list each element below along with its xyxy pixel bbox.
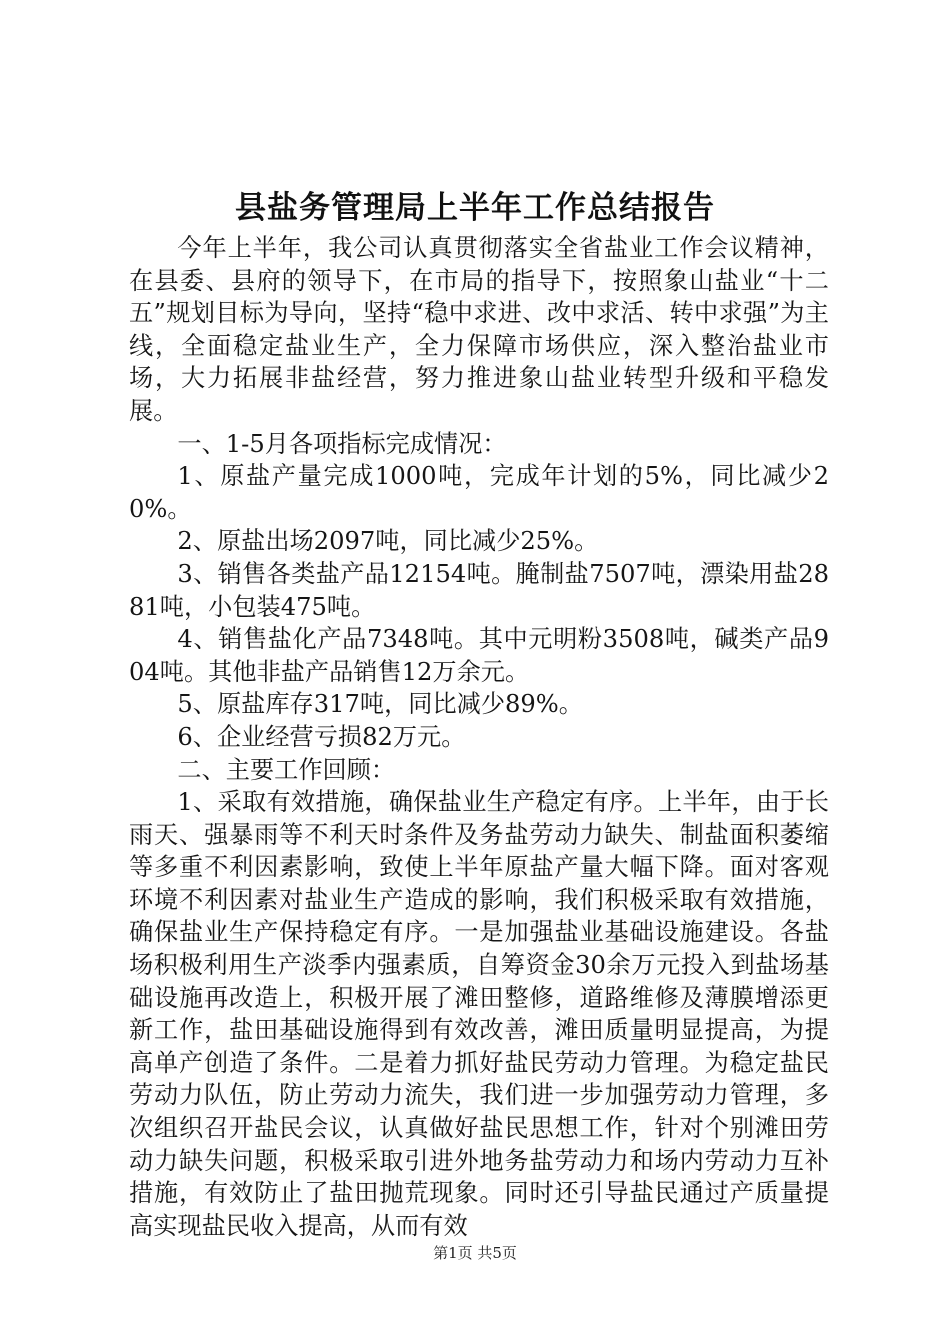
- document-body: [129, 232, 829, 1242]
- indicator-item-4: 4、销售盐化产品7348吨。其中元明粉3508吨，碱类产品904吨。其他非盐产品销售12万余元。: [129, 625, 829, 686]
- indicator-item-1: 1、原盐产量完成1000吨，完成年计划的5%，同比减少20%。: [129, 462, 829, 523]
- indicator-item-3: 3、销售各类盐产品12154吨。腌制盐7507吨，漂染用盐2881吨，小包装475吨。: [129, 559, 829, 621]
- indicator-item-5: 5、原盐库存317吨，同比减少89%。: [177, 690, 583, 719]
- intro-paragraph: 今年上半年，我公司认真贯彻落实全省盐业工作会议精神，在县委、县府的领导下，在市局的指导下，按照象山盐业“十二五”规划目标为导向，坚持“稳中求进、改中求活、转中求强”为主线，全面稳定盐业生产，全力保障市场供应，深入整治盐业市场，大力拓展非盐经营，努力推进象山盐业转型升级和平稳发展。: [129, 234, 829, 425]
- document-title: 县盐务管理局上半年工作总结报告: [235, 190, 715, 226]
- review-paragraph-1: 1、采取有效措施，确保盐业生产稳定有序。上半年，由于长雨天、强暴雨等不利天时条件及务盐劳动力缺失、制盐面积萎缩等多重不利因素影响，致使上半年原盐产量大幅下降。面对客观环境不利因素对盐业生产造成的影响，我们积极采取有效措施，确保盐业生产保持稳定有序。一是加强盐业基础设施建设。各盐场积极利用生产淡季内强素质，自筹资金30余万元投入到盐场基础设施再改造上，积极开展了滩田整修，道路维修及薄膜增添更新工作，盐田基础设施得到有效改善，滩田质量明显提高，为提高单产创造了条件。二是着力抓好盐民劳动力管理。为稳定盐民劳动力队伍，防止劳动力流失，我们进一步加强劳动力管理，多次组织召开盐民会议，认真做好盐民思想工作，针对个别滩田劳动力缺失问题，积极采取引进外地务盐劳动力和场内劳动力互补措施，有效防止了盐田抛荒现象。同时还引导盐民通过产质量提高实现盐民收入提高，从而有效: [129, 788, 829, 1240]
- indicator-item-6: 6、企业经营亏损82万元。: [177, 722, 466, 751]
- section-heading-review: 二、主要工作回顾：: [177, 755, 396, 784]
- section-heading-indicators: 一、1-5月各项指标完成情况：: [177, 429, 507, 458]
- page-number: 第1页 共5页: [433, 1244, 517, 1262]
- indicator-item-2: 2、原盐出场2097吨，同比减少25%。: [177, 527, 599, 556]
